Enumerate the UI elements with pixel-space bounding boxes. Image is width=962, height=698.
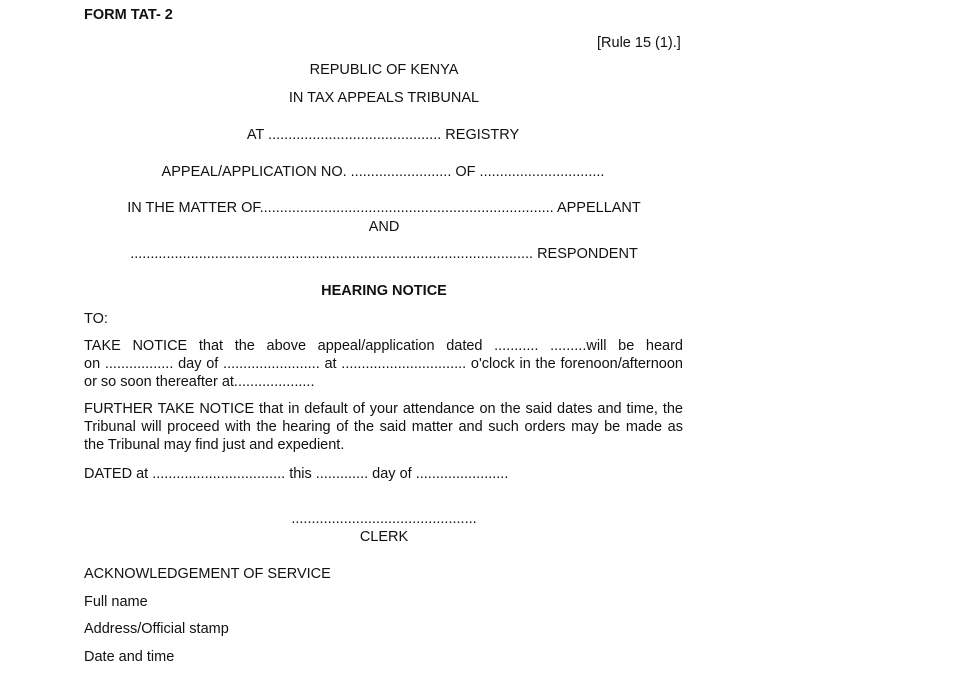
tribunal-heading: IN TAX APPEALS TRIBUNAL [288, 90, 480, 106]
take-notice-paragraph [84, 337, 683, 391]
address-stamp-label: Address/Official stamp [84, 621, 229, 637]
further-notice-line: Tribunal will proceed with the hearing of the said matter and such orders may be made as [84, 419, 683, 435]
respondent-line: .................................................................................................... RESPONDENT [130, 246, 638, 262]
signature-line: .............................................. [291, 511, 477, 527]
rule-reference: [Rule 15 (1).] [597, 35, 681, 51]
take-notice-line: on ................. day of ........................ at ............................... o'clock in the forenoon/afternoon [84, 356, 683, 372]
acknowledgement-title: ACKNOWLEDGEMENT OF SERVICE [84, 566, 331, 582]
clerk-label: CLERK [359, 529, 409, 545]
registry-line: AT ........................................... REGISTRY [246, 127, 520, 143]
further-notice-line: the Tribunal may find just and expedient. [84, 437, 345, 453]
further-notice-paragraph [84, 400, 683, 454]
take-notice-line: or so soon thereafter at.................... [84, 374, 315, 390]
to-label: TO: [84, 311, 108, 327]
dated-line: DATED at ................................. this ............. day of ....................... [84, 466, 509, 482]
and-label: AND [368, 219, 400, 235]
hearing-notice-heading: HEARING NOTICE [321, 283, 447, 299]
appeal-number-line: APPEAL/APPLICATION NO. ......................... OF ............................... [161, 164, 605, 180]
date-time-label: Date and time [84, 649, 175, 665]
full-name-label: Full name [84, 594, 148, 610]
take-notice-line: TAKE NOTICE that the above appeal/application dated ........... .........will be heard [84, 338, 683, 354]
further-notice-line: FURTHER TAKE NOTICE that in default of your attendance on the said dates and time, the [84, 401, 683, 417]
form-title: FORM TAT- 2 [84, 7, 173, 23]
republic-heading: REPUBLIC OF KENYA [309, 62, 459, 78]
matter-appellant-line: IN THE MATTER OF......................................................................... APPELLANT [127, 200, 641, 216]
